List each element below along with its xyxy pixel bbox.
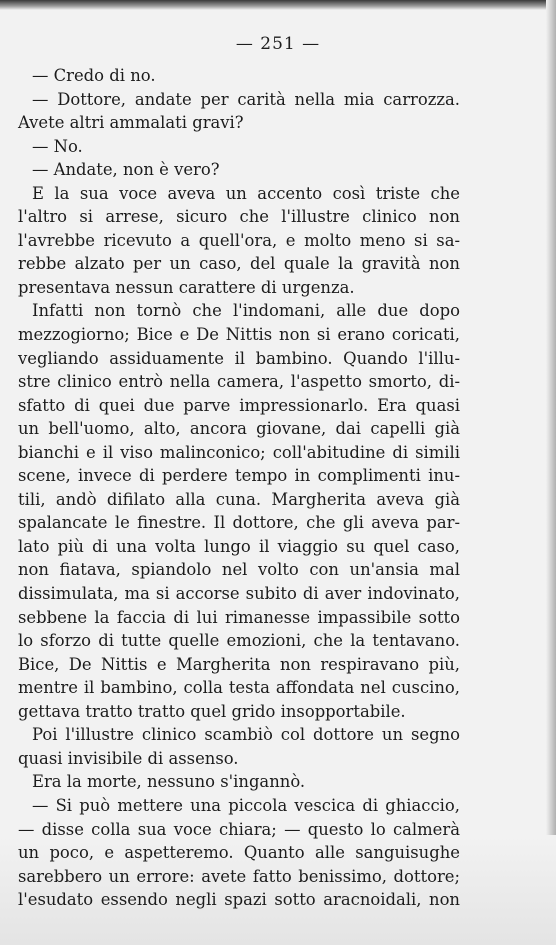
text-line: Avete altri ammalati gravi?	[18, 113, 244, 133]
text-line: Era la morte, nessuno s'ingannò.	[32, 772, 306, 792]
text-line: rebbe alzato per un caso, del quale la gravità non	[18, 254, 460, 274]
scan-right-edge	[546, 0, 556, 945]
text-line: gettava tratto tratto quel grido insopportabile.	[18, 701, 406, 721]
text-line: l'altro si arrese, sicuro che l'illustre clinico non	[18, 207, 460, 227]
text-line: un poco, e aspetteremo. Quanto alle sanguisughe	[18, 843, 460, 863]
text-line: Infatti non tornò che l'indomani, alle due dopo	[32, 301, 460, 321]
text-line: — Dottore, andate per carità nella mia carrozza.	[32, 89, 460, 109]
text-line: dissimulata, ma si accorse subito di aver indovinato,	[18, 584, 460, 604]
text-line: Poi l'illustre clinico scambiò col dottore un segno	[32, 725, 460, 745]
text-line: l'avrebbe ricevuto a quell'ora, e molto meno si sa-	[18, 230, 460, 250]
text-line: — Credo di no.	[32, 66, 156, 85]
text-line: — Si può mettere una piccola vescica di ghiaccio,	[32, 795, 460, 815]
text-line: mezzogiorno; Bice e De Nittis non si erano coricati,	[18, 325, 460, 345]
text-line: sebbene la faccia di lui rimanesse impassibile sotto	[18, 607, 460, 627]
text-line: spalancate le finestre. Il dottore, che gli aveva par-	[18, 513, 460, 533]
text-line: scene, invece di perdere tempo in complimenti inu-	[18, 466, 460, 486]
text-line: vegliando assiduamente il bambino. Quando l'illu-	[18, 348, 460, 368]
text-line: sarebbero un errore: avete fatto benissimo, dottore;	[18, 866, 460, 886]
text-line: lo sforzo di tutte quelle emozioni, che la tentavano.	[18, 631, 460, 651]
text-line: non fiatava, spiandolo nel volto con un'ansia mal	[18, 560, 460, 580]
body-text	[18, 64, 460, 912]
scan-top-edge	[0, 0, 556, 10]
text-line: E la sua voce aveva un accento così triste che	[32, 183, 460, 203]
text-line: quasi invisibile di assenso.	[18, 748, 239, 768]
text-line: sfatto di quei due parve impressionarlo. Era quasi	[18, 395, 460, 415]
text-line: un bell'uomo, alto, ancora giovane, dai capelli già	[18, 419, 460, 439]
text-line: lato più di una volta lungo il viaggio su quel caso,	[18, 536, 460, 556]
text-line: tili, andò difilato alla cuna. Margherita aveva già	[18, 489, 460, 509]
text-line: — disse colla sua voce chiara; — questo lo calmerà	[18, 819, 460, 839]
text-line: — Andate, non è vero?	[32, 160, 220, 180]
text-line: l'esudato essendo negli spazi sotto aracnoidali, non	[18, 890, 460, 910]
text-line: — No.	[32, 136, 83, 156]
page-number: — 251 —	[235, 34, 321, 54]
text-line: mentre il bambino, colla testa affondata nel cuscino,	[18, 678, 460, 698]
text-line: Bice, De Nittis e Margherita non respiravano più,	[18, 654, 460, 674]
text-line: bianchi e il viso malinconico; coll'abitudine di simili	[18, 442, 460, 462]
text-line: presentava nessun carattere di urgenza.	[18, 277, 355, 297]
text-line: stre clinico entrò nella camera, l'aspetto smorto, di-	[18, 372, 460, 392]
